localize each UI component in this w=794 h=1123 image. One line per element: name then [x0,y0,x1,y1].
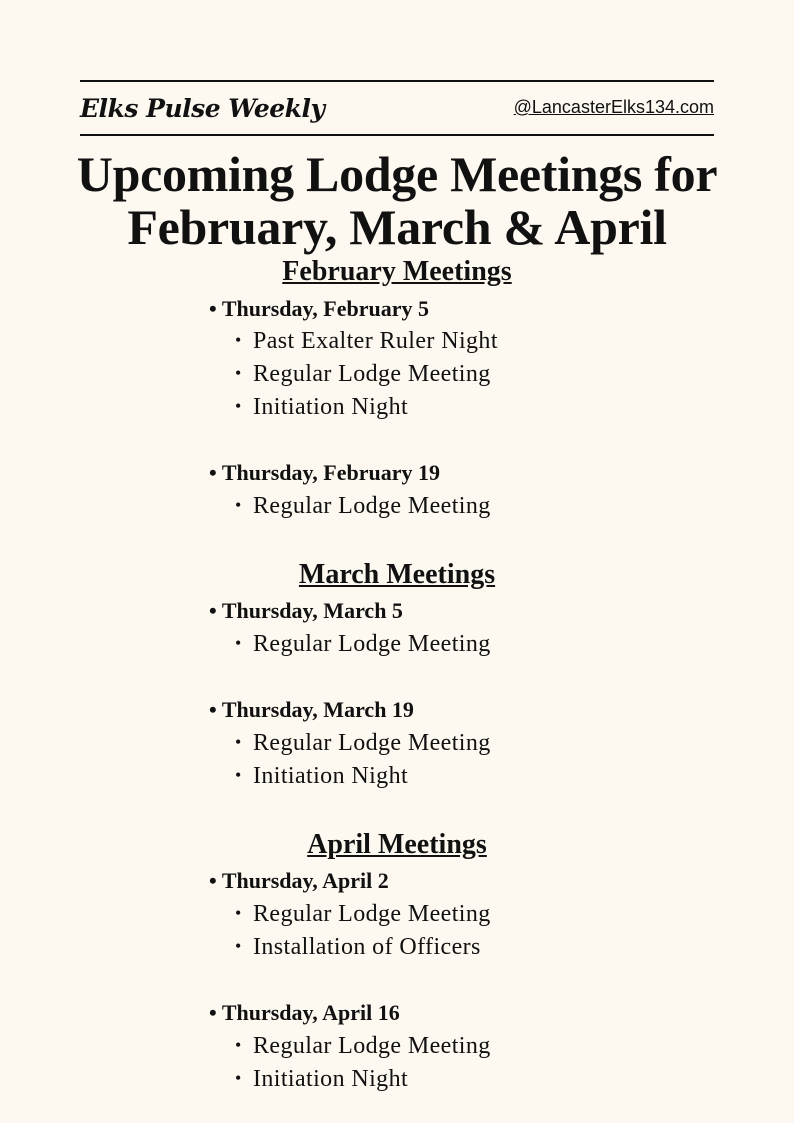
top-rule [80,80,714,82]
agenda-item: • Installation of Officers [235,934,481,960]
meeting-date: • Thursday, March 19 [209,697,414,722]
meeting-date: • Thursday, April 2 [209,868,389,893]
bullet-icon: • [235,396,242,416]
bullet-icon: • [235,1035,242,1055]
website-link[interactable]: @LancasterElks134.com [513,97,714,117]
agenda-item: • Past Exalter Ruler Night [235,328,498,354]
meeting-date: • Thursday, February 19 [209,460,441,485]
meeting-date: • Thursday, April 16 [209,1000,400,1025]
title-line-2: February, March & April [127,199,667,255]
bullet-icon: • [235,633,242,653]
agenda-item: • Regular Lodge Meeting [235,631,491,657]
section-heading-february: February Meetings [282,256,512,287]
page-title [0,148,794,254]
bottom-rule [80,134,714,136]
section-heading-march: March Meetings [298,559,496,590]
bullet-icon: • [235,936,242,956]
bullet-icon: • [235,732,242,752]
agenda-item: • Initiation Night [235,763,409,789]
bullet-icon: • [235,1068,242,1088]
agenda-item: • Regular Lodge Meeting [235,1033,491,1059]
masthead-logo: Elks Pulse Weekly [80,94,325,123]
agenda-item: • Regular Lodge Meeting [235,493,491,519]
agenda-item: • Regular Lodge Meeting [235,901,491,927]
agenda-item: • Initiation Night [235,394,409,420]
bullet-icon: • [235,363,242,383]
meeting-date: • Thursday, February 5 [209,296,430,321]
bullet-icon: • [235,765,242,785]
agenda-item: • Initiation Night [235,1066,409,1092]
meeting-date: • Thursday, March 5 [209,598,403,623]
title-line-1: Upcoming Lodge Meetings for [76,146,718,202]
bullet-icon: • [235,330,242,350]
agenda-item: • Regular Lodge Meeting [235,730,491,756]
bullet-icon: • [235,903,242,923]
bullet-icon: • [235,495,242,515]
agenda-item: • Regular Lodge Meeting [235,361,491,387]
section-heading-april: April Meetings [307,829,487,860]
